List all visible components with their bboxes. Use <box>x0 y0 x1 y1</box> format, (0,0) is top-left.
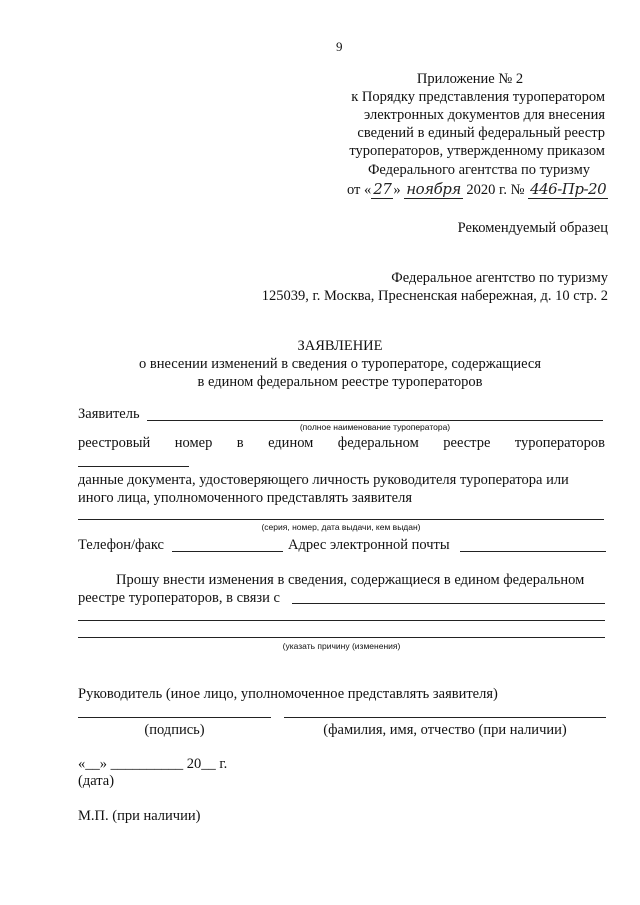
order-date-mid: » <box>393 182 401 198</box>
email-label: Адрес электронной почты <box>288 537 450 553</box>
order-year: 2020 г. № <box>466 182 525 198</box>
registry-word: федеральном <box>337 435 419 451</box>
registry-word: номер <box>174 435 213 451</box>
email-field-line <box>460 551 606 552</box>
reason-line-2 <box>78 620 605 621</box>
request-text-1: Прошу внести изменения в сведения, содержащиеся в едином федеральном <box>116 572 585 588</box>
registry-word: туроператоров <box>514 435 605 451</box>
document-details-line <box>78 519 604 520</box>
registry-word: едином <box>268 435 314 451</box>
phone-field-line <box>172 551 283 552</box>
order-month: ноября <box>406 180 461 198</box>
applicant-field-line <box>147 420 603 421</box>
full-name-hint: (фамилия, имя, отчество (при наличии) <box>323 722 567 738</box>
registry-word: реестровый <box>78 435 151 451</box>
recommended-sample: Рекомендуемый образец <box>457 220 608 236</box>
document-details-text-1: данные документа, удостоверяющего личность руководителя туроператора или <box>78 472 569 488</box>
document-subtitle-2: в едином федеральном реестре туроператоров <box>197 374 483 390</box>
order-date-prefix: от « <box>347 182 372 198</box>
addressee-address: 125039, г. Москва, Пресненская набережная, д. 10 стр. 2 <box>261 288 608 304</box>
full-name-line <box>284 717 606 718</box>
order-day: 27 <box>373 180 392 198</box>
applicant-hint: (полное наименование туроператора) <box>299 422 451 432</box>
applicant-label: Заявитель <box>78 406 140 422</box>
registry-number-line <box>78 466 189 467</box>
appendix-line-1: к Порядку представления туроператором <box>351 89 605 105</box>
appendix-line-4: туроператоров, утвержденному приказом <box>349 143 605 159</box>
date-line: «__» __________ 20__ г. <box>78 756 228 772</box>
date-hint: (дата) <box>78 773 115 789</box>
registry-number-label <box>78 434 605 452</box>
request-text-2: реестре туроператоров, в связи с <box>78 590 280 606</box>
stamp-label: М.П. (при наличии) <box>78 808 201 824</box>
order-number: 446-Пр-20 <box>530 180 607 198</box>
page-number: 9 <box>336 39 343 54</box>
phone-label: Телефон/факс <box>78 537 164 553</box>
appendix-line-2: электронных документов для внесения <box>364 107 605 123</box>
signer-label: Руководитель (иное лицо, уполномоченное представлять заявителя) <box>78 686 498 702</box>
document-details-text-2: иного лица, уполномоченного представлять заявителя <box>78 490 412 506</box>
registry-word: реестре <box>443 435 491 451</box>
document-subtitle-1: о внесении изменений в сведения о туроператоре, содержащиеся <box>139 356 541 372</box>
document-details-hint: (серия, номер, дата выдачи, кем выдан) <box>261 522 421 532</box>
document-title: ЗАЯВЛЕНИЕ <box>297 338 383 354</box>
reason-line-1 <box>292 603 605 604</box>
appendix-line-5: Федерального агентства по туризму <box>367 162 590 178</box>
appendix-line-3: сведений в единый федеральный реестр <box>357 125 605 141</box>
reason-hint: (указать причину (изменения) <box>282 641 401 651</box>
signature-hint: (подпись) <box>144 722 205 738</box>
signature-line <box>78 717 271 718</box>
order-date-line <box>347 180 608 199</box>
addressee-name: Федеральное агентство по туризму <box>391 270 608 286</box>
reason-line-3 <box>78 637 605 638</box>
registry-word: в <box>236 435 244 451</box>
appendix-title: Приложение № 2 <box>416 71 524 87</box>
